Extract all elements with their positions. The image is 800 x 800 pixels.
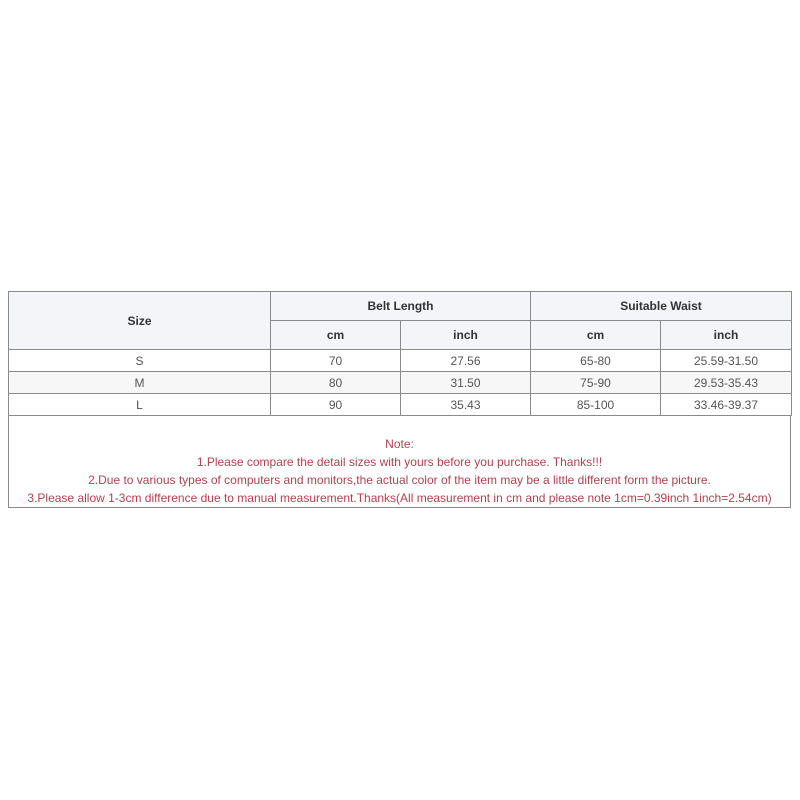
cell-belt-cm: 90 — [271, 394, 401, 416]
size-table — [8, 291, 792, 416]
note-title: Note: — [385, 437, 414, 451]
note-line-2: 2.Due to various types of computers and monitors,the actual color of the item may be a little different form the picture. — [88, 473, 711, 487]
cell-size: S — [9, 350, 271, 372]
cell-waist-cm: 85-100 — [531, 394, 661, 416]
header-belt-length: Belt Length — [271, 292, 531, 321]
cell-waist-inch: 29.53-35.43 — [661, 372, 792, 394]
table-row — [9, 394, 792, 416]
header-belt-inch: inch — [401, 321, 531, 350]
cell-belt-cm: 70 — [271, 350, 401, 372]
cell-belt-cm: 80 — [271, 372, 401, 394]
cell-size: M — [9, 372, 271, 394]
note-line-1: 1.Please compare the detail sizes with yours before you purchase. Thanks!!! — [196, 455, 603, 469]
cell-waist-inch: 25.59-31.50 — [661, 350, 792, 372]
note-line-3: 3.Please allow 1-3cm difference due to manual measurement.Thanks(All measurement in cm and please note 1cm=0.39inch 1inch=2.54cm) — [27, 491, 772, 505]
cell-belt-inch: 27.56 — [401, 350, 531, 372]
cell-size: L — [9, 394, 271, 416]
table-row — [9, 350, 792, 372]
cell-waist-cm: 75-90 — [531, 372, 661, 394]
header-size: Size — [9, 292, 271, 350]
cell-belt-inch: 35.43 — [401, 394, 531, 416]
header-waist-inch: inch — [661, 321, 792, 350]
header-suitable-waist: Suitable Waist — [531, 292, 792, 321]
notes-box — [8, 416, 791, 508]
table-row — [9, 372, 792, 394]
size-chart — [8, 291, 791, 508]
header-belt-cm: cm — [271, 321, 401, 350]
cell-waist-cm: 65-80 — [531, 350, 661, 372]
header-waist-cm: cm — [531, 321, 661, 350]
cell-waist-inch: 33.46-39.37 — [661, 394, 792, 416]
header-row-top — [9, 292, 792, 321]
cell-belt-inch: 31.50 — [401, 372, 531, 394]
